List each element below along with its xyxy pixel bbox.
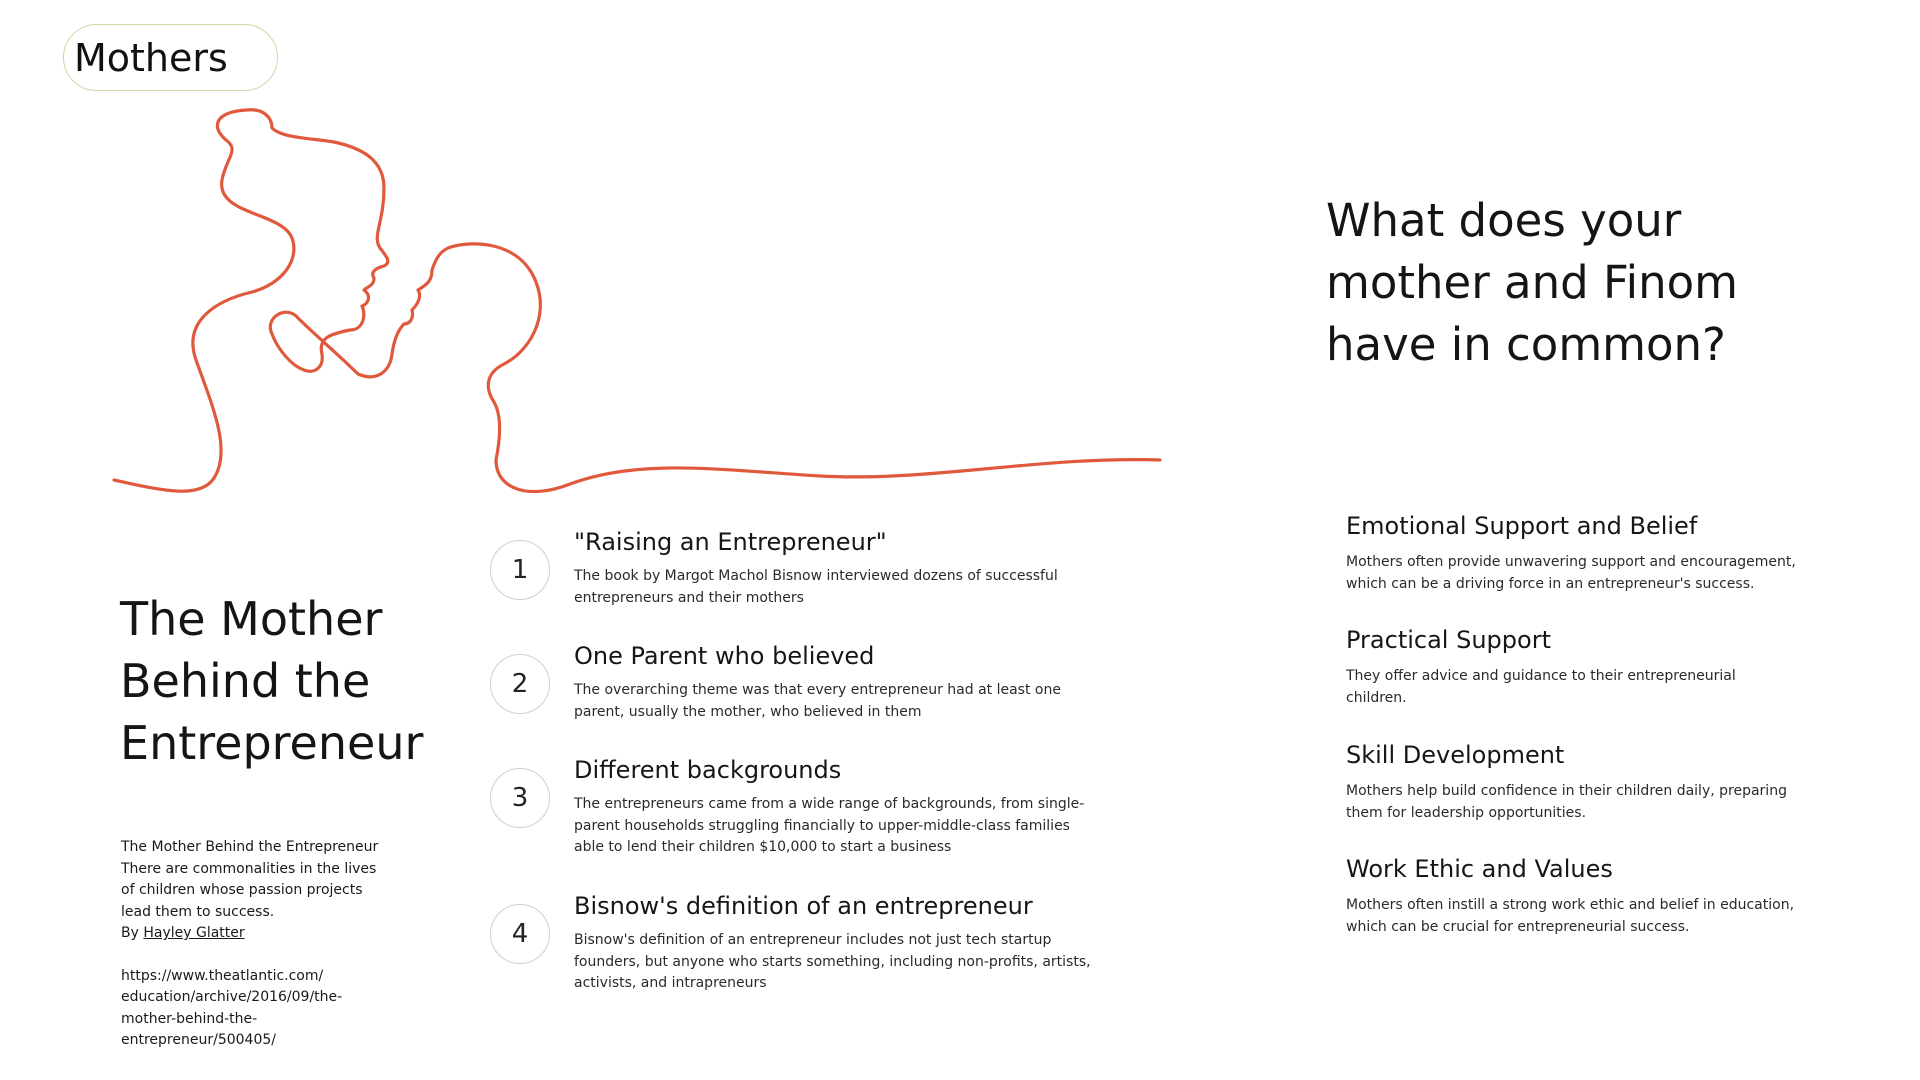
point-description-line: The overarching theme was that every entrepreneur had at least one [574,682,1061,698]
source-description-line: There are commonalities in the lives [121,860,377,877]
author-prefix: By [121,925,144,941]
point-description [574,930,1134,995]
feature-description-line: which can be crucial for entrepreneurial success. [1346,918,1690,935]
point-body [574,526,1134,609]
headline-line: have in common? [1326,318,1726,371]
feature-description-line: Mothers often provide unwavering support and encouragement, [1346,554,1796,570]
point-number-badge: 3 [490,768,550,828]
point-title: "Raising an Entrepreneur" [574,528,887,556]
article-title [120,588,480,774]
point-description-line: entrepreneurs and their mothers [574,589,804,606]
source-url-line: education/archive/2016/09/the- [121,989,343,1005]
mother-baby-outline [114,110,1160,492]
feature-description-line: Mothers help build confidence in their children daily, preparing [1346,783,1787,799]
feature-title: Emotional Support and Belief [1346,512,1698,540]
source-url-line: mother-behind-the- [121,1010,258,1027]
point-body [574,640,1134,723]
feature-description-line: They offer advice and guidance to their entrepreneurial [1346,668,1736,684]
headline-line: mother and Finom [1326,256,1738,309]
point-description-line: activists, and intrapreneurs [574,975,767,991]
source-url-line: https://www.theatlantic.com/ [121,967,324,984]
feature-description-line: them for leadership opportunities. [1346,804,1587,821]
point-title: One Parent who believed [574,642,875,670]
feature-title: Practical Support [1346,626,1551,654]
point-description-line: parent, usually the mother, who believed in them [574,703,922,720]
article-source [121,837,431,1052]
point-description [574,566,1134,609]
author-link[interactable]: Hayley Glatter [143,925,245,941]
feature-description [1346,552,1826,595]
point-title: Bisnow's definition of an entrepreneur [574,892,1033,920]
mothers-badge-label: Mothers [74,35,228,80]
point-description-line: parent households struggling financially to upper-middle-class families [574,817,1070,834]
feature-description-line: children. [1346,689,1407,706]
point-body [574,754,1134,859]
point-description [574,680,1134,723]
feature-description [1346,666,1826,709]
point-number-badge: 1 [490,540,550,600]
headline [1326,190,1846,376]
source-description-line: lead them to success. [121,903,275,920]
feature-item [1346,624,1826,709]
point-description-line: able to lend their children $10,000 to start a business [574,839,952,855]
feature-item [1346,510,1826,595]
feature-item [1346,739,1826,824]
source-url-line: entrepreneur/500405/ [121,1032,276,1048]
source-description-line: The Mother Behind the Entrepreneur [121,839,379,855]
point-title: Different backgrounds [574,756,842,784]
feature-description [1346,781,1826,824]
point-description-line: Bisnow's definition of an entrepreneur includes not just tech startup [574,932,1052,948]
point-description-line: The book by Margot Machol Bisnow interviewed dozens of successful [574,568,1058,584]
source-description-line: of children whose passion projects [121,882,363,898]
feature-title: Skill Development [1346,741,1565,769]
feature-description [1346,895,1826,938]
mother-and-baby-line-art-icon [0,0,1200,520]
point-number-badge: 4 [490,904,550,964]
headline-line: What does your [1326,194,1682,247]
feature-item [1346,853,1826,938]
source-description [121,837,431,945]
point-body [574,890,1134,995]
point-description-line: The entrepreneurs came from a wide range of backgrounds, from single- [574,796,1085,812]
article-title-line: The Mother [120,592,383,646]
feature-description-line: which can be a driving force in an entrepreneur's success. [1346,575,1755,592]
point-description-line: founders, but anyone who starts something, including non-profits, artists, [574,953,1091,970]
article-title-line: Entrepreneur [120,716,424,770]
source-url [121,966,431,1052]
point-description [574,794,1134,859]
feature-title: Work Ethic and Values [1346,855,1613,883]
point-number-badge: 2 [490,654,550,714]
article-title-line: Behind the [120,654,371,708]
feature-description-line: Mothers often instill a strong work ethic and belief in education, [1346,897,1795,913]
